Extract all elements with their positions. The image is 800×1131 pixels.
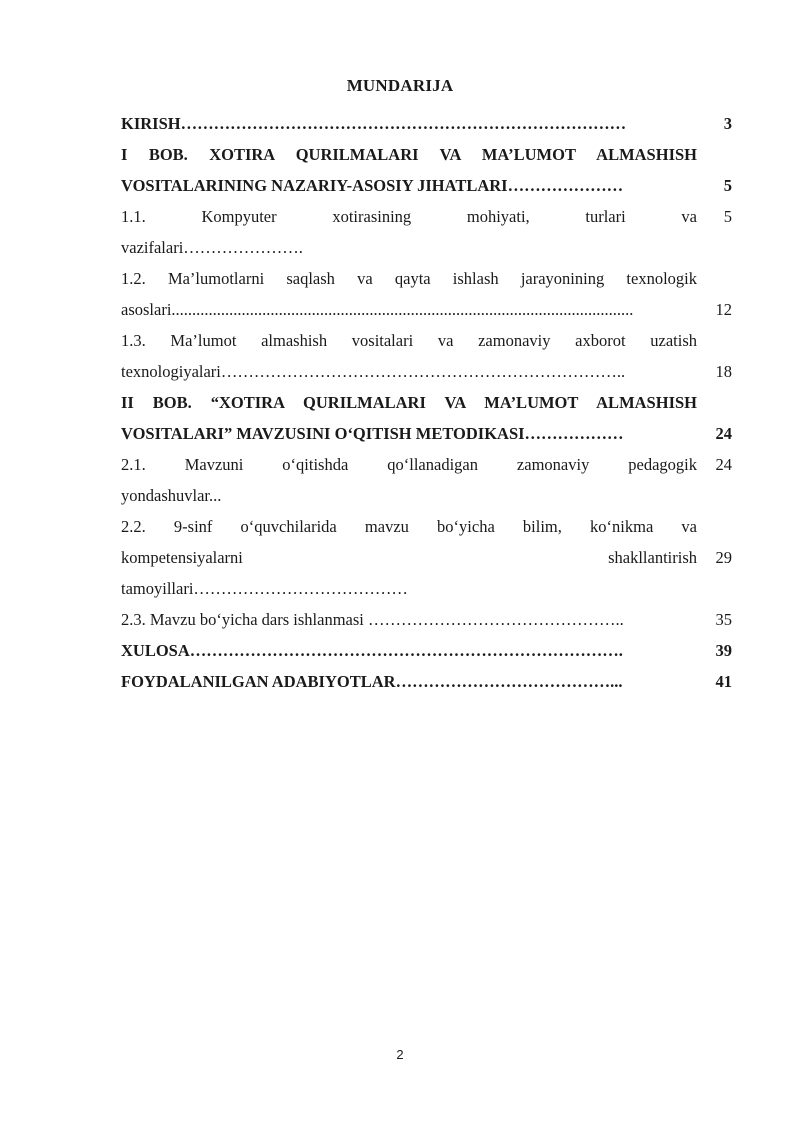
- toc-line: 1.3. Ma’lumot almashish vositalari va zamonaviy axborot uzatish: [121, 331, 697, 350]
- toc-line: 2.1. Mavzuni o‘qitishda qo‘llanadigan zamonaviy pedagogik: [121, 455, 697, 474]
- page-title: MUNDARIJA: [346, 76, 454, 95]
- toc-entry-title: [121, 325, 697, 387]
- toc-entry-xulosa[interactable]: [121, 635, 732, 666]
- toc-entry-title: [121, 263, 697, 325]
- toc-line: XULOSA…………………………………………………………………….: [121, 641, 623, 660]
- toc-entry-title: [121, 666, 697, 697]
- toc-entry-section-2-1[interactable]: [121, 449, 732, 511]
- toc-page-number: 39: [715, 641, 732, 660]
- toc-line: VOSITALARI” MAVZUSINI O‘QITISH METODIKASI………………: [121, 424, 624, 443]
- toc-page-number: 35: [715, 610, 732, 629]
- toc-line: yondashuvlar...: [121, 486, 222, 505]
- toc-line: asoslari................................................................................................................: [121, 300, 634, 319]
- toc-entry-title: [121, 449, 697, 511]
- toc-entry-title: [121, 511, 697, 604]
- toc-line: kompetensiyalarni shakllantirish: [121, 548, 697, 567]
- toc-entry-section-1-1[interactable]: [121, 201, 732, 263]
- toc-entry-section-1-2[interactable]: [121, 263, 732, 325]
- toc-page-number: 12: [715, 300, 732, 319]
- toc-line: 2.3. Mavzu bo‘yicha dars ishlanmasi ………………………………………..: [121, 610, 624, 629]
- toc-entry-title: [121, 604, 697, 635]
- toc-entry-title: [121, 139, 697, 201]
- toc-page-number: 24: [715, 424, 732, 443]
- toc-line: 1.2. Ma’lumotlarni saqlash va qayta ishlash jarayonining texnologik: [121, 269, 697, 288]
- toc-entry-section-2-2[interactable]: [121, 511, 732, 604]
- toc-line: I BOB. XOTIRA QURILMALARI VA MA’LUMOT ALMASHISH: [121, 145, 697, 164]
- page-number: 2: [396, 1047, 404, 1062]
- toc-page-number: 24: [715, 455, 732, 474]
- toc-line: texnologiyalari………………………………………………………………..: [121, 362, 626, 381]
- toc-line: tamoyillari…………………………………: [121, 579, 408, 598]
- toc-page-number: 41: [715, 672, 732, 691]
- toc-entry-bibliography[interactable]: [121, 666, 732, 697]
- toc-entry-title: [121, 635, 697, 666]
- toc-line: FOYDALANILGAN ADABIYOTLAR…………………………………...: [121, 672, 623, 691]
- toc-page-number: 3: [723, 114, 732, 133]
- toc-page-number: 18: [715, 362, 732, 381]
- toc-line: II BOB. “XOTIRA QURILMALARI VA MA’LUMOT ALMASHISH: [121, 393, 697, 412]
- toc-page-number: 29: [715, 548, 732, 567]
- toc-entry-chapter-2[interactable]: [121, 387, 732, 449]
- toc-line: VOSITALARINING NAZARIY-ASOSIY JIHATLARI…………………: [121, 176, 624, 195]
- toc-entry-section-1-3[interactable]: [121, 325, 732, 387]
- toc-entry-title: [121, 108, 697, 139]
- toc-line: KIRISH………………………………………………………………………: [121, 114, 627, 133]
- toc-page-number: 5: [723, 176, 732, 195]
- toc-line: vazifalari………………….: [121, 238, 303, 257]
- table-of-contents: [121, 108, 732, 697]
- toc-line: 1.1. Kompyuter xotirasining mohiyati, turlari va: [121, 207, 697, 226]
- toc-entry-chapter-1[interactable]: [121, 139, 732, 201]
- toc-entry-title: [121, 201, 697, 263]
- toc-page-number: 5: [723, 207, 732, 226]
- toc-entry-section-2-3[interactable]: [121, 604, 732, 635]
- toc-entry-kirish[interactable]: [121, 108, 732, 139]
- toc-line: 2.2. 9-sinf o‘quvchilarida mavzu bo‘yicha bilim, ko‘nikma va: [121, 517, 697, 536]
- toc-entry-title: [121, 387, 697, 449]
